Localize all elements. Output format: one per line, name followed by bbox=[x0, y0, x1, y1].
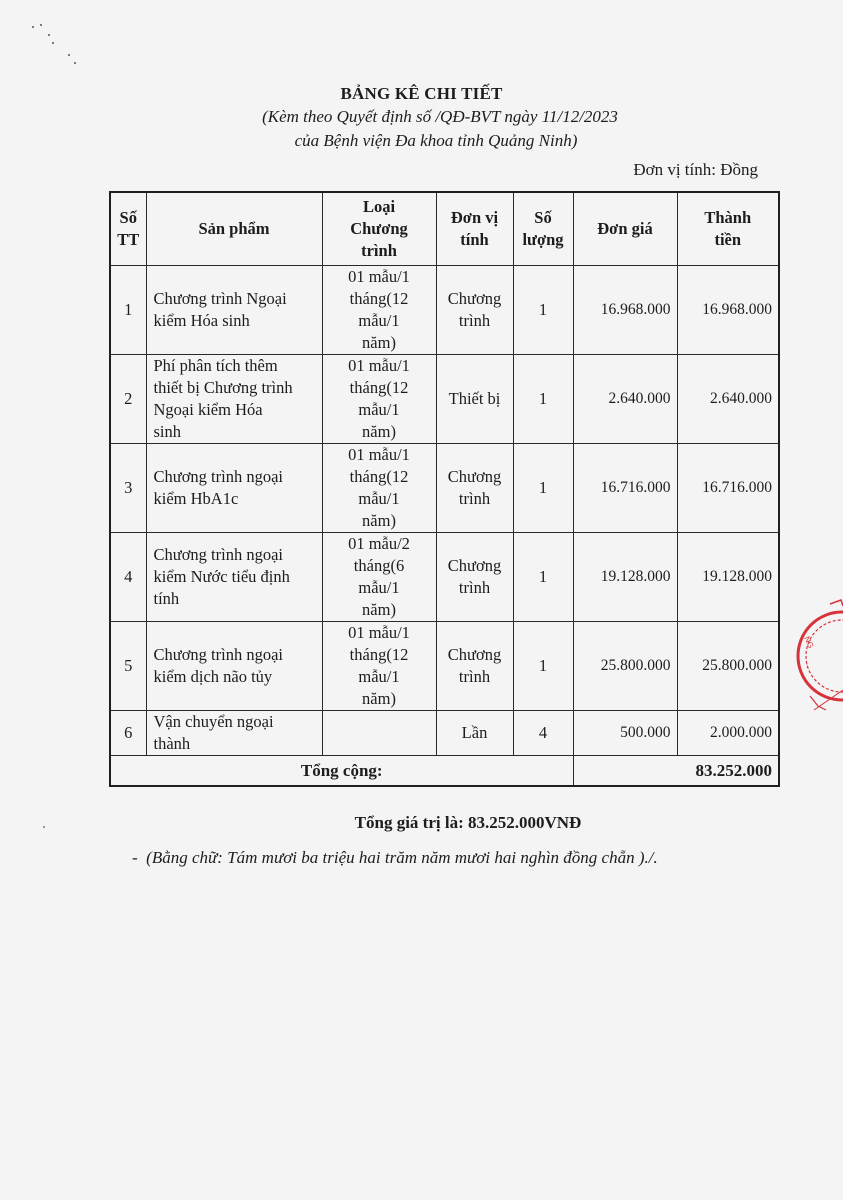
cell-stt: 5 bbox=[110, 622, 146, 711]
cell-stt: 2 bbox=[110, 355, 146, 444]
table-row bbox=[110, 622, 779, 711]
stamp-text: NG bbox=[802, 635, 816, 650]
document-subtitle-line1: (Kèm theo Quyết định số /QĐ-BVT ngày 11/12/2023 bbox=[262, 107, 618, 126]
table-row bbox=[110, 355, 779, 444]
cell-program-type: 01 mẫu/1 tháng(12 mẫu/1 năm) bbox=[322, 622, 436, 711]
currency-unit: Đơn vị tính: Đồng bbox=[633, 160, 758, 179]
cell-quantity: 1 bbox=[513, 444, 573, 533]
table-row bbox=[110, 533, 779, 622]
cell-amount: 25.800.000 bbox=[677, 622, 779, 711]
cell-quantity: 1 bbox=[513, 355, 573, 444]
header-quantity: Số lượng bbox=[513, 192, 573, 266]
cell-unit: Chương trình bbox=[436, 444, 513, 533]
svg-text:.: . bbox=[808, 681, 810, 688]
cell-product: Phí phân tích thêm thiết bị Chương trình Ngoại kiểm Hóa sinh bbox=[146, 355, 322, 444]
document-title: BẢNG KÊ CHI TIẾT bbox=[340, 84, 503, 103]
cell-unit-price: 16.716.000 bbox=[573, 444, 677, 533]
header-unit: Đơn vị tính bbox=[436, 192, 513, 266]
cell-unit: Chương trình bbox=[436, 622, 513, 711]
cell-product: Chương trình Ngoại kiểm Hóa sinh bbox=[146, 266, 322, 355]
cell-unit: Lần bbox=[436, 711, 513, 756]
cell-unit-price: 25.800.000 bbox=[573, 622, 677, 711]
cell-program-type: 01 mẫu/1 tháng(12 mẫu/1 năm) bbox=[322, 355, 436, 444]
cell-amount: 2.640.000 bbox=[677, 355, 779, 444]
cell-stt: 3 bbox=[110, 444, 146, 533]
words-dash: - bbox=[132, 848, 138, 867]
header-amount: Thành tiền bbox=[677, 192, 779, 266]
cell-quantity: 4 bbox=[513, 711, 573, 756]
cell-amount: 2.000.000 bbox=[677, 711, 779, 756]
header-product: Sản phẩm bbox=[146, 192, 322, 266]
cell-program-type bbox=[322, 711, 436, 756]
header-program-type: Loại Chương trình bbox=[322, 192, 436, 266]
table-body bbox=[110, 266, 779, 756]
cell-unit-price: 19.128.000 bbox=[573, 533, 677, 622]
header-stt: Số TT bbox=[110, 192, 146, 266]
cell-program-type: 01 mẫu/1 tháng(12 mẫu/1 năm) bbox=[322, 444, 436, 533]
cell-product: Chương trình ngoại kiểm HbA1c bbox=[146, 444, 322, 533]
cell-unit: Chương trình bbox=[436, 266, 513, 355]
amount-in-words bbox=[132, 848, 658, 868]
scan-specks bbox=[30, 22, 90, 72]
cell-stt: 4 bbox=[110, 533, 146, 622]
cell-product: Chương trình ngoại kiểm Nước tiểu định tính bbox=[146, 533, 322, 622]
table-row bbox=[110, 711, 779, 756]
cell-amount: 16.716.000 bbox=[677, 444, 779, 533]
cell-unit-price: 16.968.000 bbox=[573, 266, 677, 355]
cell-stt: 6 bbox=[110, 711, 146, 756]
cell-amount: 19.128.000 bbox=[677, 533, 779, 622]
cell-quantity: 1 bbox=[513, 266, 573, 355]
cell-unit: Chương trình bbox=[436, 533, 513, 622]
cell-unit: Thiết bị bbox=[436, 355, 513, 444]
total-label: Tổng cộng: bbox=[110, 756, 573, 787]
detail-table bbox=[109, 191, 780, 787]
total-value: 83.252.000 bbox=[573, 756, 779, 787]
cell-amount: 16.968.000 bbox=[677, 266, 779, 355]
table-total-row bbox=[110, 756, 779, 787]
document-subtitle-line2: của Bệnh viện Đa khoa tỉnh Quảng Ninh) bbox=[294, 131, 578, 150]
scan-dot bbox=[43, 826, 45, 828]
cell-quantity: 1 bbox=[513, 533, 573, 622]
cell-unit-price: 2.640.000 bbox=[573, 355, 677, 444]
cell-unit-price: 500.000 bbox=[573, 711, 677, 756]
grand-total: Tổng giá trị là: 83.252.000VNĐ bbox=[354, 813, 582, 832]
cell-program-type: 01 mẫu/2 tháng(6 mẫu/1 năm) bbox=[322, 533, 436, 622]
cell-product: Vận chuyển ngoại thành bbox=[146, 711, 322, 756]
red-seal-stamp bbox=[770, 598, 843, 718]
cell-product: Chương trình ngoại kiểm dịch não tủy bbox=[146, 622, 322, 711]
header-unit-price: Đơn giá bbox=[573, 192, 677, 266]
words-text: (Bằng chữ: Tám mươi ba triệu hai trăm năm mươi hai nghìn đồng chẵn )./. bbox=[146, 848, 658, 867]
table-row bbox=[110, 266, 779, 355]
table-header-row bbox=[110, 192, 779, 266]
cell-program-type: 01 mẫu/1 tháng(12 mẫu/1 năm) bbox=[322, 266, 436, 355]
table-row bbox=[110, 444, 779, 533]
cell-quantity: 1 bbox=[513, 622, 573, 711]
svg-text::: : bbox=[806, 663, 808, 670]
cell-stt: 1 bbox=[110, 266, 146, 355]
